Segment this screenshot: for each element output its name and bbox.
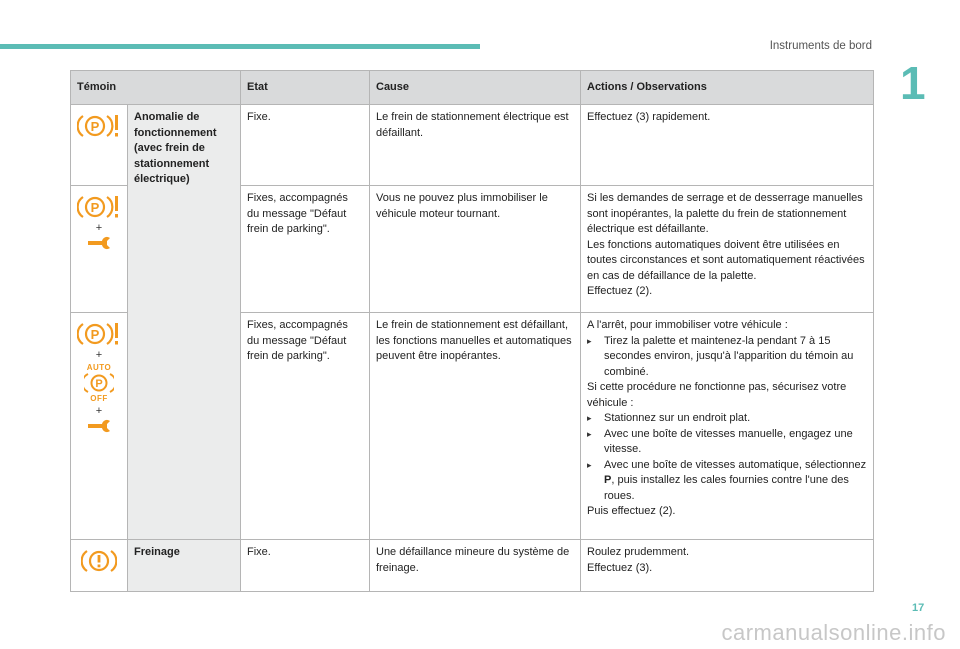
actions-cell	[581, 313, 874, 540]
page-number: 17	[912, 602, 925, 614]
action-intro: A l'arrêt, pour immobiliser votre véhicule :	[587, 319, 788, 331]
cause-cell: Vous ne pouvez plus immobiliser le véhicule moteur tournant.	[370, 186, 581, 313]
etat-cell: Fixe.	[241, 105, 370, 186]
bullet-auto-pre: Avec une boîte de vitesses automatique, sélectionnez	[604, 458, 867, 471]
parking-brake-warning-icon	[77, 321, 121, 347]
action-list	[587, 334, 867, 381]
bullet-auto-bold: P	[604, 474, 612, 486]
off-label: OFF	[90, 394, 108, 403]
row-name: Freinage	[128, 540, 241, 592]
wrench-icon	[86, 236, 112, 250]
header-accent-bar	[0, 44, 480, 49]
icon-cell	[71, 313, 128, 540]
header-etat: Etat	[241, 71, 370, 105]
svg-text:P: P	[95, 378, 103, 390]
etat-cell: Fixes, accompagnés du message "Défaut frein de parking".	[241, 186, 370, 313]
action-line: Effectuez (3).	[587, 561, 653, 574]
svg-text:P: P	[90, 200, 100, 215]
bullet-auto-post: , puis installez les cales fournies contre l'une des roues.	[604, 474, 849, 502]
wrench-icon	[86, 419, 112, 433]
parking-circle-icon	[84, 372, 114, 394]
chapter-number: 1	[900, 57, 926, 109]
cause-cell: Le frein de stationnement électrique est défaillant.	[370, 105, 581, 186]
brake-warning-icon	[81, 548, 117, 574]
action-bullet: ▸ Avec une boîte de vitesses manuelle, engagez une vitesse.	[587, 427, 867, 458]
parking-brake-warning-icon	[77, 113, 121, 139]
action-line: Si les demandes de serrage et de desserrage manuelles sont inopérantes, la palette du frein de stationnement électrique est défaillante.	[587, 192, 863, 235]
action-line: Les fonctions automatiques doivent être utilisées en toutes circonstances et sont automatiquement réactivées en cas de défaillance de la palette.	[587, 238, 865, 282]
warning-lights-table	[70, 70, 874, 592]
action-end: Puis effectuez (2).	[587, 505, 676, 517]
action-mid: Si cette procédure ne fonctionne pas, sécurisez votre véhicule :	[587, 381, 847, 409]
icon-cell	[71, 105, 128, 186]
table-row	[71, 105, 874, 186]
parking-brake-warning-icon	[77, 194, 121, 220]
action-bullet: ▸ Tirez la palette et maintenez-la pendant 7 à 15 secondes environ, jusqu'à l'apparition du témoin au combiné.	[587, 334, 867, 381]
watermark: carmanualsonline.info	[721, 620, 946, 645]
auto-parking-off-icon	[79, 363, 119, 403]
header-actions: Actions / Observations	[581, 71, 874, 105]
actions-cell	[581, 105, 874, 186]
cause-cell: Le frein de stationnement est défaillant, les fonctions manuelles et automatiques peuvent être inopérantes.	[370, 313, 581, 540]
action-line: Roulez prudemment.	[587, 546, 690, 558]
group-name: Anomalie de fonctionnement (avec frein de stationnement électrique)	[128, 105, 241, 540]
cause-cell: Une défaillance mineure du système de freinage.	[370, 540, 581, 592]
etat-cell: Fixes, accompagnés du message "Défaut frein de parking".	[241, 313, 370, 540]
table-header-row	[71, 71, 874, 105]
header-temoin: Témoin	[71, 71, 241, 105]
actions-cell	[581, 186, 874, 313]
section-title: Instruments de bord	[769, 40, 872, 52]
actions-cell	[581, 540, 874, 592]
action-list	[587, 411, 867, 504]
action-line: Effectuez (3) rapidement.	[587, 111, 711, 123]
etat-cell: Fixe.	[241, 540, 370, 592]
plus-sign: +	[95, 222, 103, 234]
svg-text:P: P	[90, 327, 100, 342]
table-row	[71, 540, 874, 592]
action-bullet: ▸ Stationnez sur un endroit plat.	[587, 411, 867, 427]
plus-sign: +	[95, 349, 103, 361]
auto-label: AUTO	[86, 363, 112, 372]
svg-text:P: P	[90, 119, 100, 134]
action-bullet-auto	[587, 458, 867, 505]
header-cause: Cause	[370, 71, 581, 105]
icon-cell	[71, 540, 128, 592]
icon-cell	[71, 186, 128, 313]
plus-sign: +	[95, 405, 103, 417]
action-line: Effectuez (2).	[587, 285, 653, 297]
